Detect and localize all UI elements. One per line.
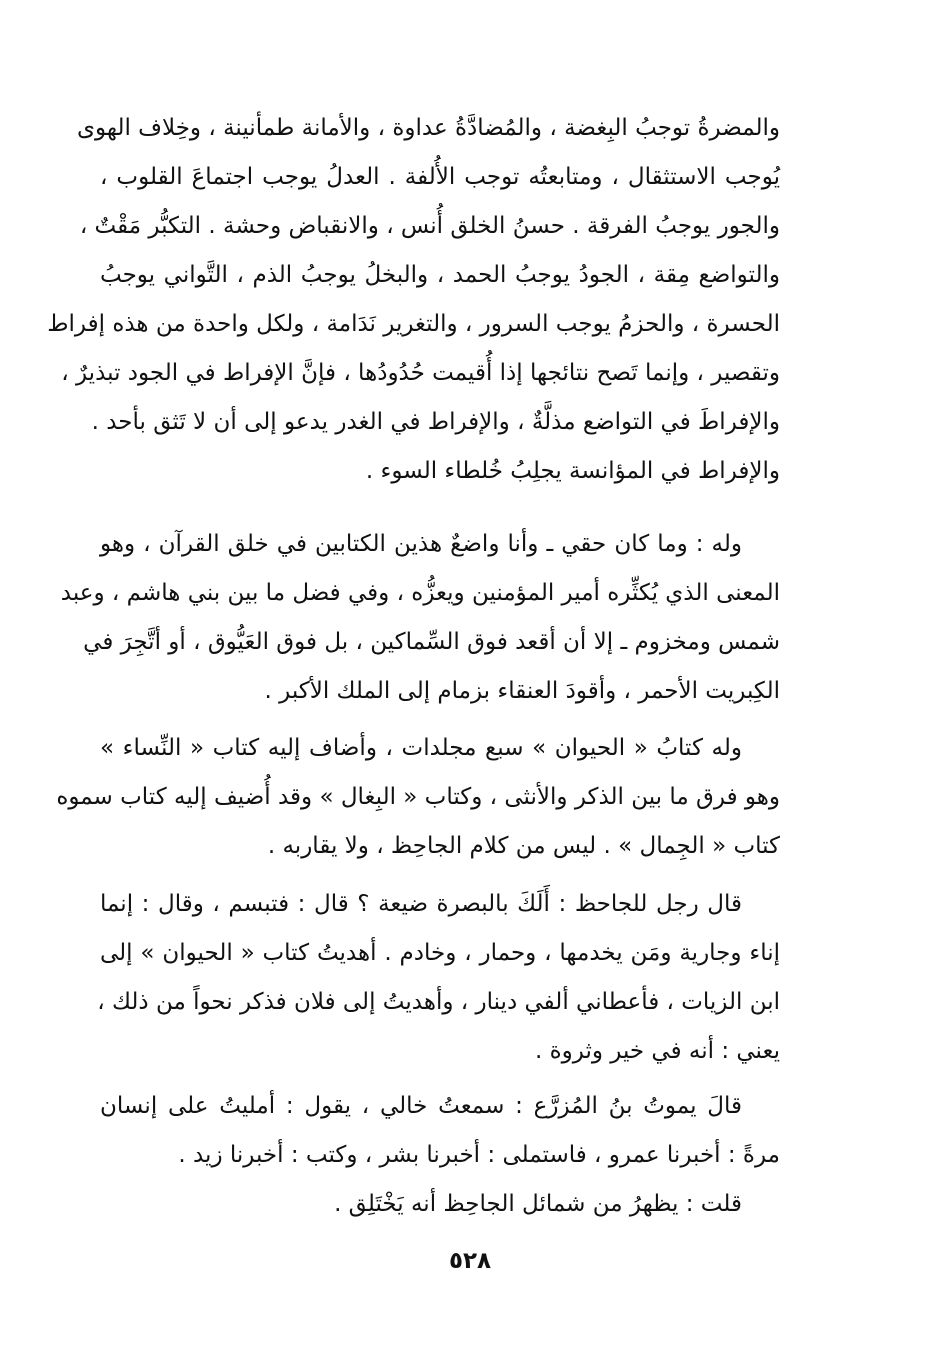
paragraph-1 [47, 104, 780, 496]
text-line: شمس ومخزوم ـ إلا أن أقعد فوق السِّماكين ، بل فوق العَيُّوق ، أو أتَّجِرَ في [83, 629, 780, 655]
text-line: الكِبريت الأحمر ، وأقودَ العنقاء بزمام إلى الملك الأكبر . [264, 678, 780, 704]
paragraph-4 [97, 880, 780, 1076]
text-line: قال رجل للجاحظ : أَلَكَ بالبصرة ضيعة ؟ قال : فتبسم ، وقال : إنما [100, 891, 742, 917]
paragraph-6 [100, 1180, 780, 1229]
text-line: ابن الزيات ، فأعطاني ألفي دينار ، وأهديتُ إلى فلان فذكر نحواً من ذلك ، [97, 989, 780, 1015]
text-line: مرةً : أخبرنا عمرو ، فاستملى : أخبرنا بشر ، وكتب : أخبرنا زيد . [178, 1142, 780, 1168]
paragraph-3 [56, 724, 780, 871]
text-line: قالَ يموتُ بنُ المُزرَّع : سمعتُ خالي ، يقول : أمليتُ على إنسان [100, 1093, 742, 1119]
text-line: والمضرةُ توجبُ البِغضة ، والمُضادَّةُ عداوة ، والأمانة طمأنينة ، وخِلاف الهوى [76, 115, 780, 141]
text-line: والتواضع مِقة ، الجودُ يوجبُ الحمد ، والبخلُ يوجبُ الذم ، التَّواني يوجبُ [100, 262, 780, 288]
paragraph-2 [60, 520, 780, 716]
text-line: يعني : أنه في خير وثروة . [534, 1038, 780, 1064]
text-line: كتاب « الجِمال » . ليس من كلام الجاحِظ ، ولا يقاربه . [267, 833, 780, 859]
text-line: وتقصير ، وإنما تَصح نتائجها إذا أُقيمت حُدُودُها ، فإنَّ الإفراط في الجود تبذيرٌ ، [61, 360, 780, 386]
text-line: وله كتابُ « الحيوان » سبع مجلدات ، وأضاف إليه كتاب « النِّساء » [100, 735, 742, 761]
text-line: إناء وجارية ومَن يخدمها ، وحمار ، وخادم . أهديتُ كتاب « الحيوان » إلى [100, 940, 780, 966]
text-line: يُوجب الاستثقال ، ومتابعتُه توجب الأُلفة . العدلُ يوجب اجتماعَ القلوب ، [100, 164, 780, 190]
text-line: المعنى الذي يُكثِّره أمير المؤمنين ويعزُّه ، وفي فضل ما بين بني هاشم ، وعبد [60, 580, 780, 606]
paragraph-5 [100, 1082, 780, 1180]
text-line: وله : وما كان حقي ـ وأنا واضعٌ هذين الكتابين في خلق القرآن ، وهو [100, 531, 742, 557]
text-line: والإفراطَ في التواضع مذلَّةٌ ، والإفراط في الغدر يدعو إلى أن لا تَثق بأحد . [91, 409, 780, 435]
text-line: وهو فرق ما بين الذكر والأنثى ، وكتاب « البِغال » وقد أُضيف إليه كتاب سموه [56, 784, 780, 810]
text-line: قلت : يظهرُ من شمائل الجاحِظ أنه يَخْتَلِق . [334, 1191, 742, 1217]
page-number: ٥٢٨ [448, 1248, 492, 1274]
text-line: والإفراط في المؤانسة يجلِبُ خُلطاء السوء . [365, 458, 780, 484]
text-line: والجور يوجبُ الفرقة . حسنُ الخلق أُنس ، والانقباض وحشة . التكبُّر مَقْتٌ ، [79, 213, 780, 239]
text-line: الحسرة ، والحزمُ يوجب السرور ، والتغرير نَدَامة ، ولكل واحدة من هذه إفراط [47, 311, 780, 337]
